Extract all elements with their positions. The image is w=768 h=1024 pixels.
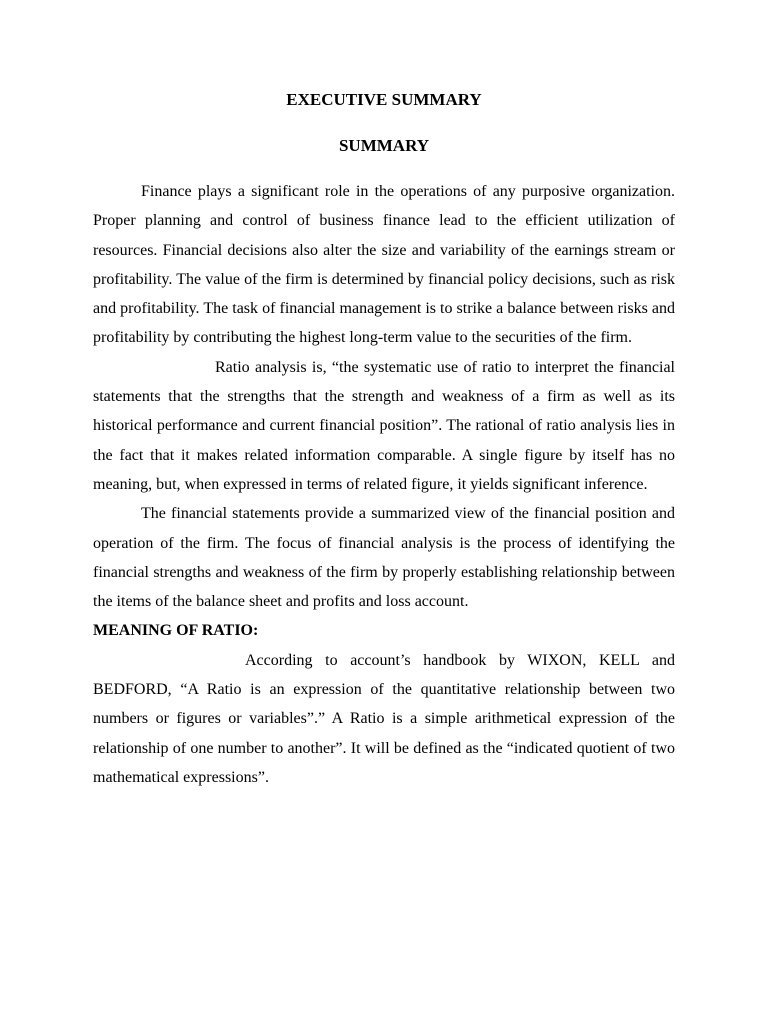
page-title: EXECUTIVE SUMMARY: [286, 90, 482, 109]
paragraph-ratio-analysis: Ratio analysis is, “the systematic use of ratio to interpret the financial statements that the strengths that the strength and weakness of a firm as well as its historical performance and current financial position”. The rational of ratio analysis lies in the fact that it makes related information comparable. A single figure by itself has no meaning, but, when expressed in terms of related figure, it yields significant inference.: [93, 358, 675, 493]
paragraph-financial-statements: The financial statements provide a summarized view of the financial position and operation of the firm. The focus of financial analysis is the process of identifying the financial strengths and weakness of the firm by properly establishing relationship between the items of the balance sheet and profits and loss account.: [93, 505, 675, 611]
document-body: [93, 177, 675, 792]
paragraph-finance-role: Finance plays a significant role in the operations of any purposive organization. Proper planning and control of business finance lead to the efficient utilization of resources. Financial decisions also alter the size and variability of the earnings stream or profitability. The value of the firm is determined by financial policy decisions, such as risk and profitability. The task of financial management is to strike a balance between risks and profitability by contributing the highest long-term value to the securities of the firm.: [93, 183, 675, 347]
section-heading-meaning-of-ratio: MEANING OF RATIO:: [93, 622, 259, 640]
paragraph-ratio-definition: According to account’s handbook by WIXON, KELL and BEDFORD, “A Ratio is an expression of the quantitative relationship between two numbers or figures or variables”.” A Ratio is a simple arithmetical expression of the relationship of one number to another”. It will be defined as the “indicated quotient of two mathematical expressions”.: [93, 651, 675, 786]
section-subtitle: SUMMARY: [338, 136, 430, 155]
